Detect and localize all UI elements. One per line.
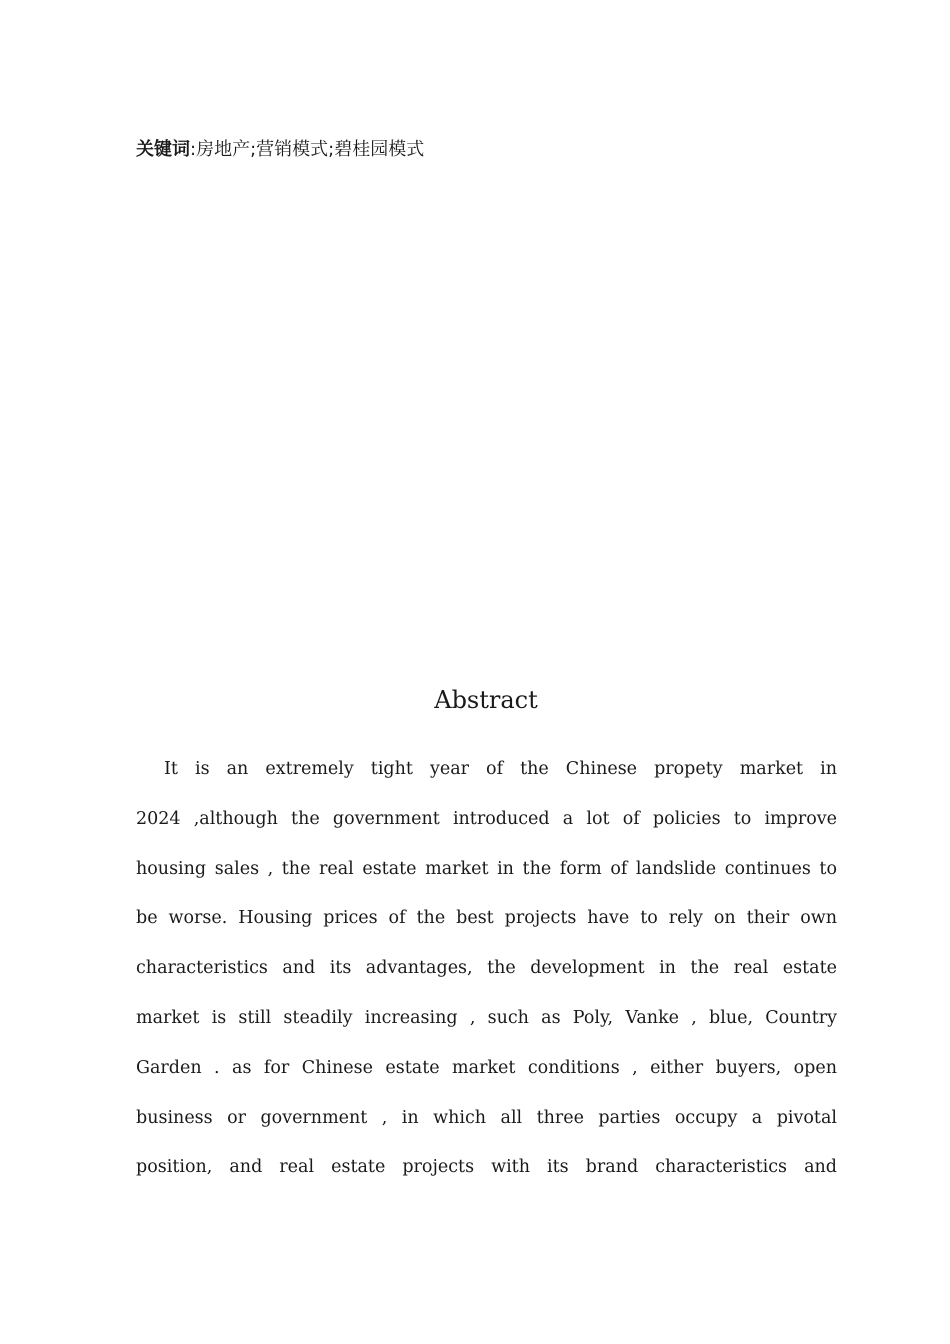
keywords-label: 关键词 (136, 139, 190, 160)
abstract-line: market is still steadily increasing , such as Poly, Vanke , blue, Country (136, 1007, 837, 1028)
abstract-line: housing sales , the real estate market in the form of landslide continues to (136, 858, 837, 879)
abstract-line: Garden . as for Chinese estate market conditions , either buyers, open (136, 1057, 837, 1078)
keywords-separator: : (190, 139, 197, 160)
abstract-line: position, and real estate projects with its brand characteristics and (136, 1157, 837, 1178)
abstract-title: Abstract (434, 686, 538, 714)
abstract-line: be worse. Housing prices of the best projects have to rely on their own (136, 908, 837, 929)
keywords-items: 房地产;营销模式;碧桂园模式 (196, 139, 425, 160)
abstract-body (136, 745, 837, 1193)
keywords-line (136, 138, 424, 162)
abstract-line: It is an extremely tight year of the Chinese propety market in (164, 759, 837, 779)
abstract-line: 2024 ,although the government introduced a lot of policies to improve (136, 808, 837, 829)
abstract-line: characteristics and its advantages, the development in the real estate (136, 958, 837, 979)
abstract-line: business or government , in which all three parties occupy a pivotal (136, 1107, 837, 1128)
